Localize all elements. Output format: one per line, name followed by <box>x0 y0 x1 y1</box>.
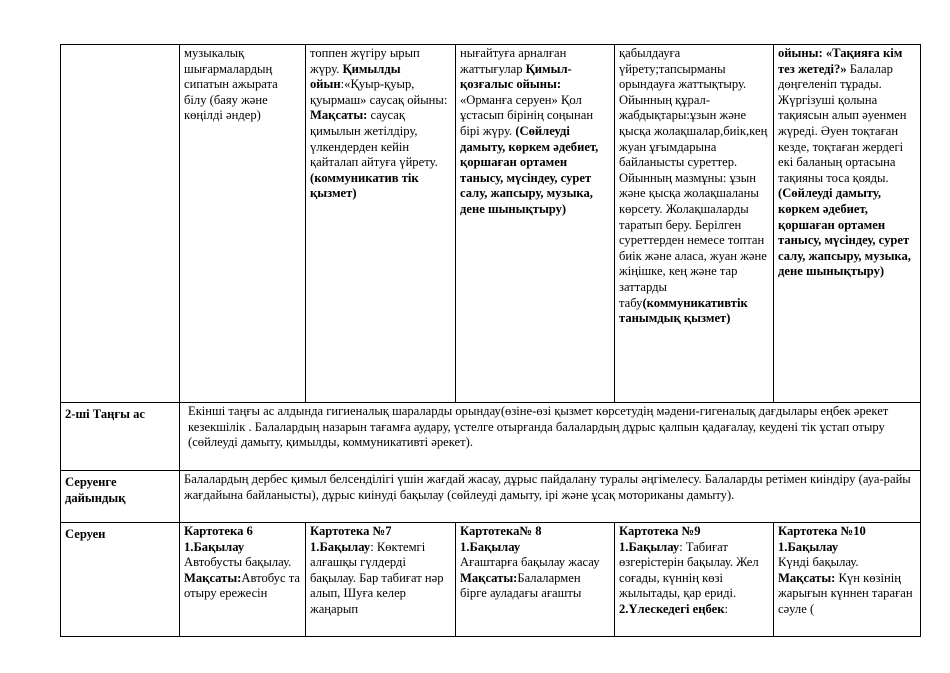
row-label: Серуенге дайындық <box>61 471 180 523</box>
walk-card-cell <box>615 523 774 637</box>
text-segment: Мақсаты: <box>778 570 836 585</box>
text-segment: :«Қуыр-қуыр, қуырмаш» саусақ ойыны: <box>310 77 448 107</box>
text-segment: Балалармен бірге ауладағы ағашты <box>460 570 582 601</box>
walk-preparation-text: Балалардың дербес қимыл белсенділігі үшін жағдай жасау, дұрыс пайдалану туралы әңгімелесу. Балаларды ретімен киіндіру (ауа-райы жағдайына байланысты), дұрыс киінуді бақылау (сөйлеуді дамыту, ірі және ұсақ моториканы дамыту). <box>180 471 921 523</box>
text-segment: қабылдауға үйрету;тапсырманы орындауға жаттықтыру. Ойынның құрал-жабдықтары:ұзын және қысқа жолақшалар,биік,кең жуан ұғымдарына байланысты суреттер. Ойынның мазмұны: ұзын және қысқа жолақшаланы көрсету. Жолақшаларды таратып беру. Берілген суреттерден немесе топтан биік және аласа, жуан және жіңішке, кең және тар заттарды табу <box>619 46 768 310</box>
row-label <box>61 45 180 403</box>
walk-card-cell <box>180 523 306 637</box>
text-segment: ойыны: «Тақияға кім тез жетеді?» <box>778 46 903 76</box>
table-row <box>61 523 921 637</box>
text-segment: 1.Бақылау <box>619 539 680 554</box>
text-segment: 1.Бақылау <box>184 539 245 554</box>
text-segment: музыкалық шығармалардың сипатын ажырата білу (баяу және көңілді әндер) <box>184 46 278 123</box>
text-segment: Күн көзінің жарығын күннен тараған сәуле ( <box>778 570 913 616</box>
plan-cell <box>774 45 921 403</box>
text-segment: 1.Бақылау <box>460 539 521 554</box>
plan-cell <box>180 45 306 403</box>
text-segment: (коммуникатив тік қызмет) <box>310 170 419 201</box>
text-segment: Картотека №7 <box>310 524 392 538</box>
daily-plan-sheet <box>60 44 920 637</box>
text-segment: Картотека №10 <box>778 524 866 538</box>
text-segment: (Сөйлеуді дамыту, көркем әдебиет, қоршаған ортамен танысу, мүсіндеу, сурет салу, жапсыру, музыка, дене шынықтыру) <box>778 186 911 279</box>
second-breakfast-text: Екінші таңғы ас алдында гигиеналық шараларды орындау(өзіне-өзі қызмет көрсетудің мәдени-гигеналық дағдылары еңбек әрекет кезекшілік . Балалардың назарын тағамға аудару, үстелге отырғанда балалардың дұрыс қалпын қадағалау, кеудені тік ұстап отыру (сөйлеуді дамыту, қимылды, коммуникативті әрекет). <box>180 403 921 471</box>
text-segment: 1.Бақылау <box>778 539 839 554</box>
plan-cell <box>615 45 774 403</box>
text-segment: Автобус та отыру ережесін <box>184 570 300 601</box>
text-segment: «Орманға серуен» Қол ұстасып бірінің соңынан бірі жүру. <box>460 92 594 138</box>
text-segment: Картотека №9 <box>619 524 701 538</box>
text-segment: Мақсаты: <box>184 570 242 585</box>
plan-cell <box>456 45 615 403</box>
text-segment: 2.Үлескедегі еңбек <box>619 601 725 616</box>
schedule-table <box>60 44 921 637</box>
text-segment: Картотека№ 8 <box>460 524 542 538</box>
walk-card-cell <box>306 523 456 637</box>
plan-cell <box>306 45 456 403</box>
text-segment: Мақсаты: <box>460 570 518 585</box>
text-segment: : <box>724 601 728 616</box>
text-segment: Қимыл-қозғалыс ойыны: <box>460 61 572 92</box>
text-segment: : Көктемгі алғашқы гүлдерді бақылау. Бар табиғат нәр алып, Шуға келер жаңарып <box>310 539 444 616</box>
text-segment: : Табиғат өзгерістерін бақылау. Жел соғады, күннің көзі жылытады, қар ериді. <box>619 539 759 601</box>
text-segment: Күнді бақылау. <box>778 555 859 570</box>
row-label: 2-ші Таңғы ас <box>61 403 180 471</box>
text-segment: (Сөйлеуді дамыту, көркем әдебиет, қоршаған ортамен танысу, мүсіндеу, сурет салу, жапсыру, музыка, дене шынықтыру) <box>460 123 599 216</box>
text-segment: Қимылды ойын <box>310 61 401 92</box>
text-segment: Ағаштарға бақылау жасау <box>460 555 600 570</box>
text-segment: Автобусты бақылау. <box>184 555 292 570</box>
text-segment: Картотека 6 <box>184 524 253 538</box>
table-row <box>61 45 921 403</box>
text-segment: Мақсаты: <box>310 108 368 123</box>
walk-card-cell <box>774 523 921 637</box>
text-segment: нығайтуға арналған жаттығулар <box>460 46 567 76</box>
text-segment: (коммуникативтік танымдық қызмет) <box>619 295 748 326</box>
row-label: Серуен <box>61 523 180 637</box>
text-segment: топпен жүгіру ырып жүру. <box>310 46 420 76</box>
walk-card-cell <box>456 523 615 637</box>
table-row <box>61 471 921 523</box>
text-segment: саусақ қимылын жетілдіру, үлкендерден кейін қайталап айтуға үйрету. <box>310 108 438 170</box>
text-segment: Балалар дөңгеленіп тұрады. Жүргізуші қолына тақиясын алып әуенмен жүреді. Әуен тоқтаған кезде, тоқтаған жердегі екі баланың ортасына тақияны тоса қояды. <box>778 61 907 185</box>
table-row <box>61 403 921 471</box>
text-segment: 1.Бақылау <box>310 539 371 554</box>
